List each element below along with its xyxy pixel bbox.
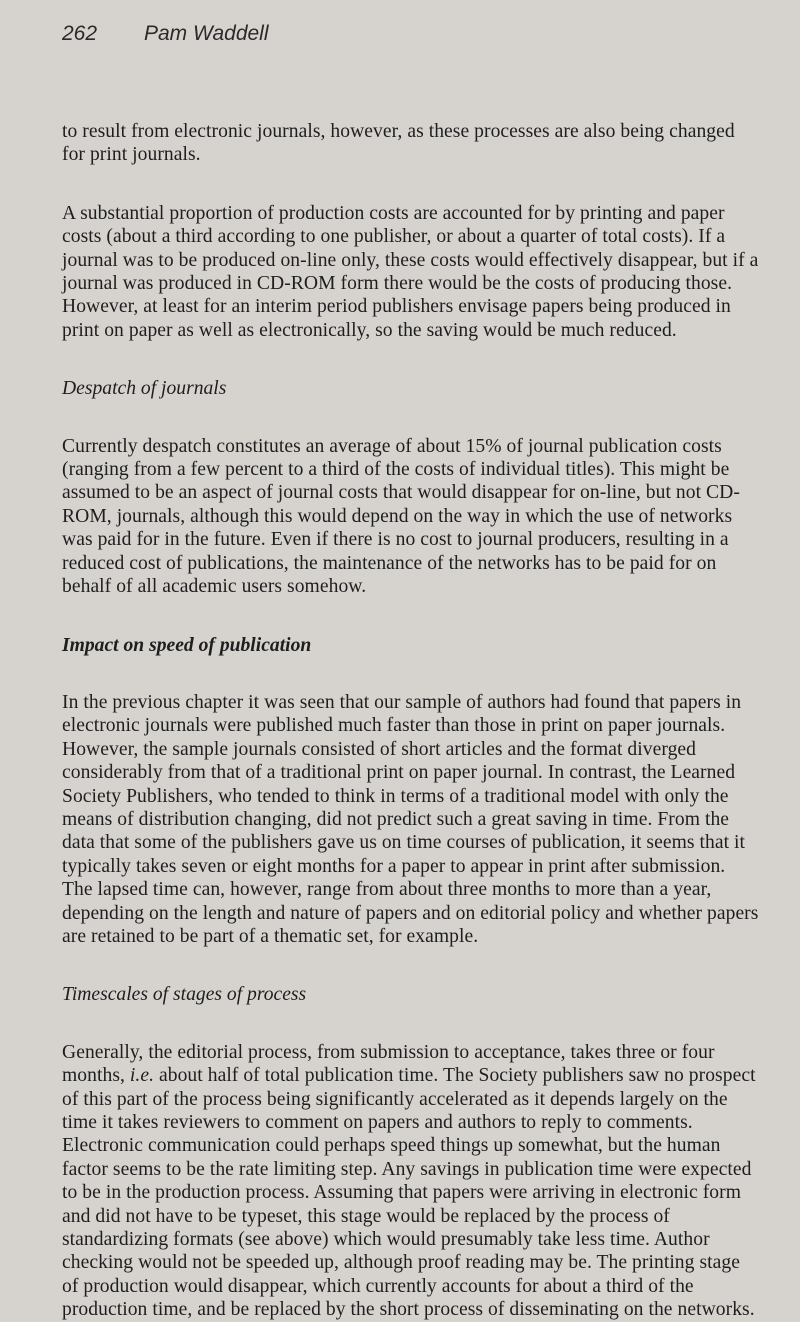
paragraph-timescales: [62, 1041, 760, 1322]
paragraph-despatch: Currently despatch constitutes an average of about 15% of journal publication costs (ranging from a few percent to a third of the costs of individual titles). This might be assumed to be an aspect of journal costs that would disappear for on-line, but not CD-ROM, journals, although this would depend on the way in which the use of networks was paid for in the future. Even if there is no cost to journal producers, resulting in a reduced cost of publications, the maintenance of the networks has to be paid for on behalf of all academic users somehow.: [62, 435, 740, 598]
running-head-author: Pam Waddell: [144, 22, 269, 45]
heading-impact-on-speed: Impact on speed of publication: [62, 634, 312, 656]
body-text: [62, 120, 760, 1322]
paragraph-continuation: to result from electronic journals, however, as these processes are also being changed for print journals.: [62, 121, 735, 166]
page-number: 262: [62, 22, 98, 45]
paragraph-timescales-part2: about half of total publication time. The Society publishers saw no prospect of this part of the process being significantly accelerated as it depends largely on the time it takes reviewers to comment on papers and authors to reply to comments. Electronic communication could perhaps speed things up somewhat, but the human factor seems to be the rate limiting step. Any savings in publication time were expected to be in the production process. Assuming that papers were arriving in electronic form and did not have to be typeset, this stage would be replaced by the process of standardizing formats (see above) which would presumably take less time. Author checking would not be speeded up, although proof reading may be. The printing stage of production would disappear, which currently accounts for about a third of the production time, and be replaced by the short process of disseminating on the networks.: [62, 1065, 756, 1321]
running-head: [62, 22, 760, 62]
paragraph-impact-on-speed: In the previous chapter it was seen that our sample of authors had found that papers in electronic journals were published much faster than those in print on paper journals. However, the sample journals consisted of short articles and the format diverged considerably from that of a traditional print on paper journal. In contrast, the Learned Society Publishers, who tended to think in terms of a traditional model with only the means of distribution changing, did not predict such a great saving in time. From the data that some of the publishers gave us on time courses of publication, it seems that it typically takes seven or eight months for a paper to appear in print after submission. The lapsed time can, however, range from about three months to more than a year, depending on the length and nature of papers and on editorial policy and whether papers are retained to be part of a thematic set, for example.: [62, 691, 759, 947]
heading-despatch-of-journals: Despatch of journals: [62, 378, 227, 400]
paragraph-timescales-part1: Generally, the editorial process, from submission to acceptance, takes three or four months,: [62, 1041, 715, 1087]
paragraph-timescales-ie: i.e.: [129, 1065, 155, 1087]
paragraph-production-costs: A substantial proportion of production costs are accounted for by printing and paper costs (about a third according to one publisher, or about a quarter of total costs). If a journal was to be produced on-line only, these costs would effectively disappear, but if a journal was produced in CD-ROM form there would be the costs of producing those. However, at least for an interim period publishers envisage papers being produced in print on paper as well as electronically, so the saving would be much reduced.: [62, 202, 759, 341]
heading-timescales: Timescales of stages of process: [62, 984, 307, 1006]
